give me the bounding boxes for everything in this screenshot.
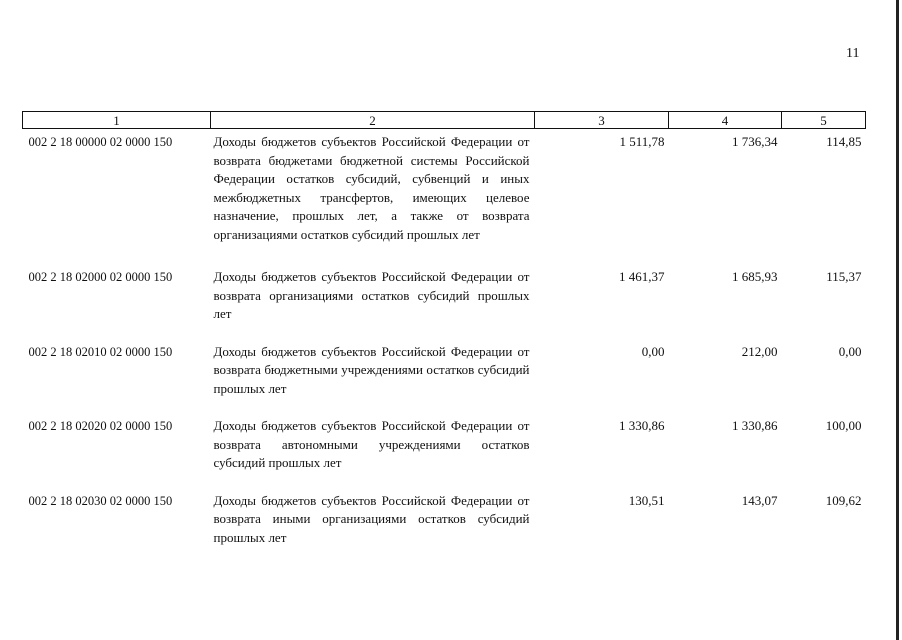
revenue-table: [22, 111, 866, 547]
table-row: [23, 133, 866, 244]
budget-code: 002 2 18 02010 02 0000 150: [28, 344, 173, 359]
value-col-4: 1 685,93: [732, 269, 778, 284]
budget-code: 002 2 18 00000 02 0000 150: [28, 135, 173, 149]
value-col-3: 0,00: [641, 343, 665, 359]
column-header-1: 1: [23, 112, 211, 129]
table-header-row: [23, 112, 866, 129]
revenue-description: Доходы бюджетов субъектов Российской Федерации от возврата автономными учреждениями остатков субсидий прошлых лет: [213, 418, 530, 470]
value-col-3: 1 511,78: [619, 134, 665, 149]
value-col-5: 109,62: [825, 492, 862, 508]
budget-code: 002 2 18 02030 02 0000 150: [28, 493, 173, 508]
column-header-2: 2: [211, 112, 535, 129]
column-header-3: 3: [535, 112, 669, 129]
table-row: [23, 492, 866, 548]
table-row: [23, 343, 866, 399]
revenue-description: Доходы бюджетов субъектов Российской Федерации от возврата организациями остатков субсидий прошлых лет: [213, 269, 530, 321]
value-col-5: 115,37: [826, 269, 862, 284]
value-col-5: 100,00: [825, 418, 862, 433]
revenue-description: Доходы бюджетов субъектов Российской Федерации от возврата бюджетами бюджетной системы Российской Федерации остатков субсидий, субвенций и иных межбюджетных трансфертов, имеющих целевое назначение, прошлых лет, а также от возврата организациями остатков субсидий прошлых лет: [213, 134, 530, 242]
revenue-description: Доходы бюджетов субъектов Российской Федерации от возврата бюджетными учреждениями остатков субсидий прошлых лет: [213, 343, 530, 396]
column-header-4: 4: [669, 112, 782, 129]
value-col-3: 1 461,37: [619, 269, 665, 284]
page-number: 11: [846, 46, 860, 61]
value-col-4: 143,07: [741, 492, 778, 508]
value-col-4: 212,00: [741, 343, 778, 359]
budget-code: 002 2 18 02000 02 0000 150: [28, 270, 173, 284]
page-right-edge-border: [896, 0, 899, 640]
budget-code: 002 2 18 02020 02 0000 150: [28, 419, 173, 433]
value-col-5: 0,00: [838, 343, 862, 359]
revenue-description: Доходы бюджетов субъектов Российской Федерации от возврата иными организациями остатков субсидий прошлых лет: [213, 492, 530, 545]
value-col-4: 1 736,34: [732, 134, 778, 149]
column-header-5: 5: [782, 112, 866, 129]
value-col-4: 1 330,86: [732, 418, 778, 433]
value-col-3: 130,51: [628, 492, 665, 508]
value-col-5: 114,85: [826, 134, 862, 149]
table-row: [23, 417, 866, 473]
table-row: [23, 268, 866, 324]
value-col-3: 1 330,86: [619, 418, 665, 433]
